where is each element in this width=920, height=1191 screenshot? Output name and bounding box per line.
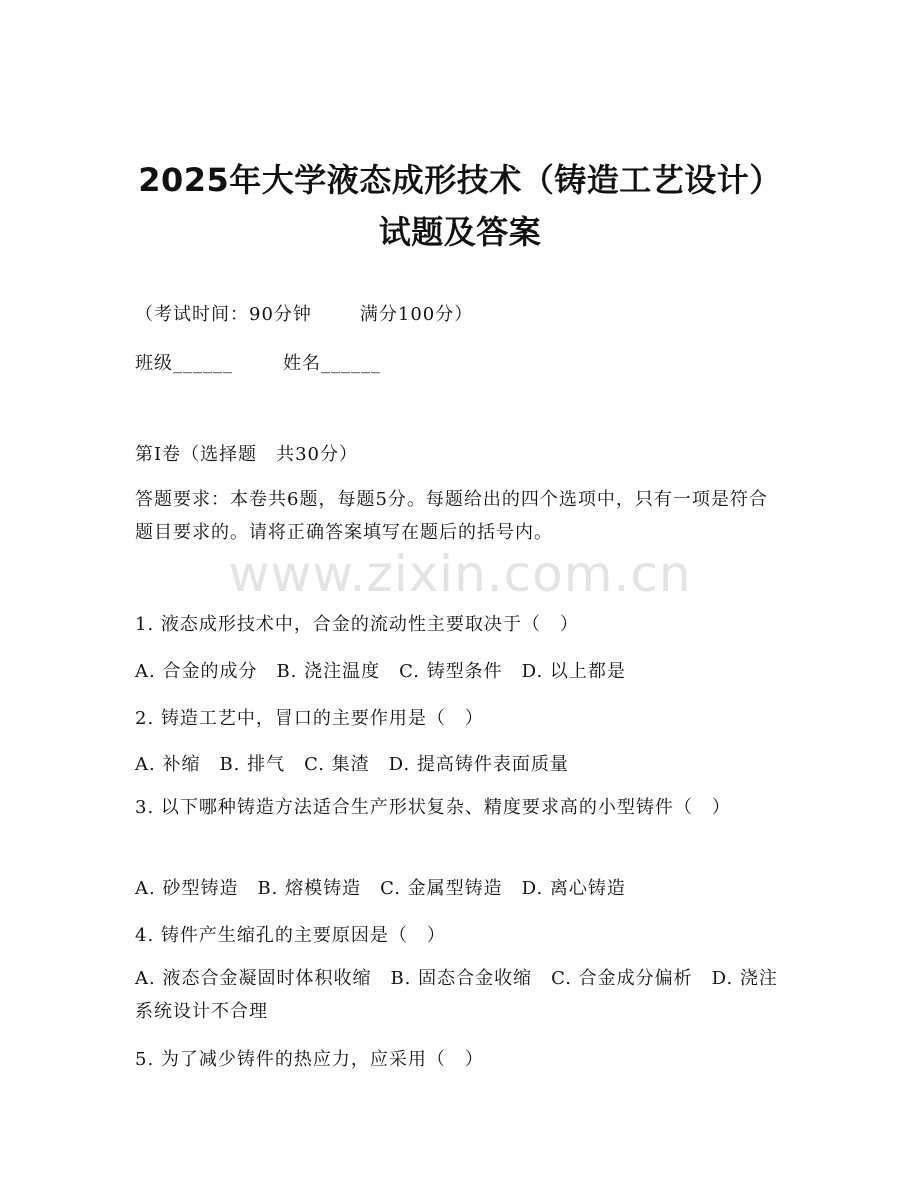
student-info [135, 349, 381, 375]
instructions: 答题要求：本卷共6题，每题5分。每题给出的四个选项中，只有一项是符合题目要求的。请将正确答案填写在题后的括号内。 [135, 489, 768, 543]
full-score: 满分100分） [359, 304, 474, 325]
name-field: 姓名______ [283, 353, 381, 374]
question-1-stem: 1. 液态成形技术中，合金的流动性主要取决于（ ） [135, 614, 579, 635]
watermark: www.zixin.com.cn [228, 545, 692, 603]
question-2-stem: 2. 铸造工艺中，冒口的主要作用是（ ） [135, 708, 484, 729]
exam-time: （考试时间：90分钟 [135, 304, 312, 325]
class-field: 班级______ [135, 353, 233, 374]
question-3-options: A. 砂型铸造 B. 熔模铸造 C. 金属型铸造 D. 离心铸造 [135, 878, 626, 899]
question-1-options: A. 合金的成分 B. 浇注温度 C. 铸型条件 D. 以上都是 [135, 661, 626, 682]
question-3-stem: 3. 以下哪种铸造方法适合生产形状复杂、精度要求高的小型铸件（ ） [135, 797, 731, 818]
document-title-line-2: 试题及答案 [378, 213, 542, 251]
section-heading: 第Ⅰ卷（选择题 共30分） [135, 444, 359, 465]
question-4-options: A. 液态合金凝固时体积收缩 B. 固态合金收缩 C. 合金成分偏析 D. 浇注系统设计不合理 [135, 968, 778, 1022]
question-4-stem: 4. 铸件产生缩孔的主要原因是（ ） [135, 925, 446, 946]
exam-info [135, 300, 473, 326]
question-5-stem: 5. 为了减少铸件的热应力，应采用（ ） [135, 1049, 484, 1070]
document-title-line-1: 2025年大学液态成形技术（铸造工艺设计） [138, 161, 782, 199]
question-2-options: A. 补缩 B. 排气 C. 集渣 D. 提高铸件表面质量 [135, 754, 569, 775]
